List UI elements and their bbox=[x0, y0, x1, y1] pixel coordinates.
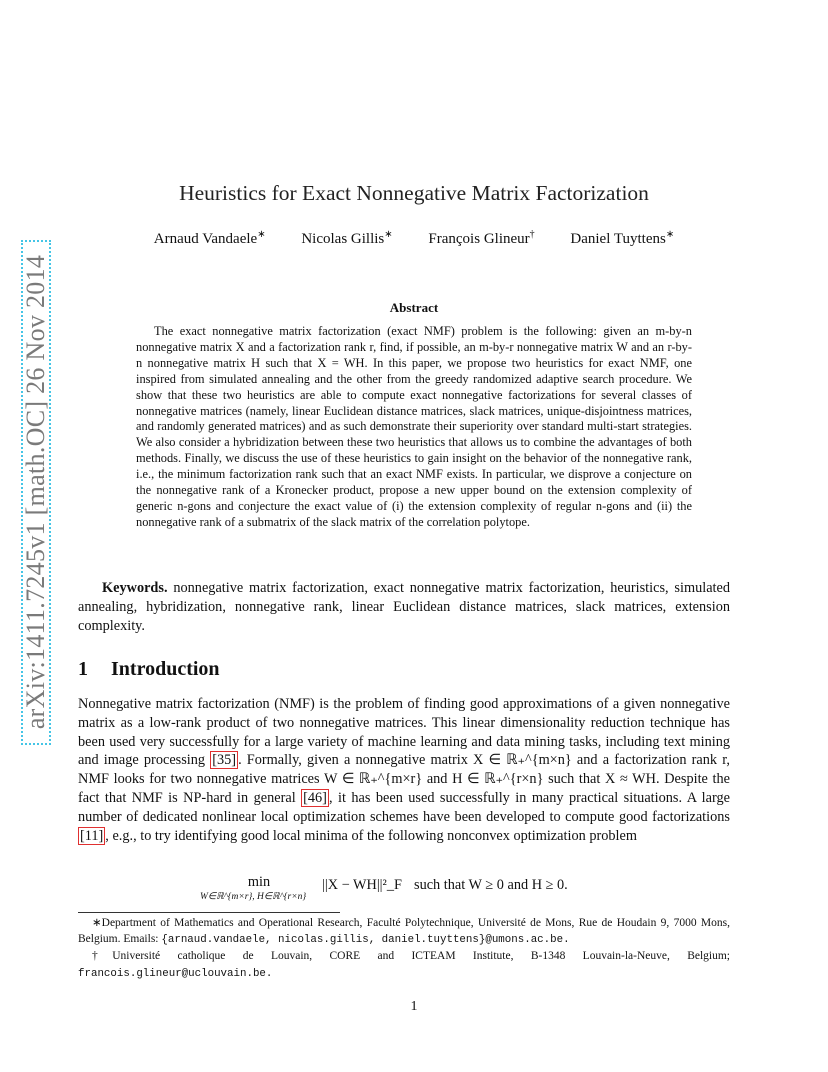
equation-min: min bbox=[247, 874, 271, 890]
keywords-paragraph bbox=[78, 579, 730, 636]
author-2: Nicolas Gillis∗ bbox=[301, 229, 393, 247]
equation-subscript: W∈ℝ^{m×r}, H∈ℝ^{r×n} bbox=[200, 892, 307, 902]
section-number: 1 bbox=[78, 658, 88, 680]
author-4: Daniel Tuyttens∗ bbox=[570, 229, 675, 247]
author-3: François Glineur† bbox=[428, 229, 535, 247]
abstract-text: The exact nonnegative matrix factorization (exact NMF) problem is the following: given an m-by-n nonnegative matrix X and a factorization rank r, find, if possible, an m-by-r nonnegative matrix W and an r-by-n nonnegative matrix H such that X = WH. In this paper, we propose two heuristics for exact NMF, one inspired from simulated annealing and the other from the greedy randomized adaptive search procedure. We show that these two heuristics are able to compute exact nonnegative factorizations for several classes of nonnegative matrices (namely, linear Euclidean distance matrices, slack matrices, unique-disjointness matrices, and randomly generated matrices) and as such demonstrate their superiority over standard multi-start strategies. We also consider a hybridization between these two heuristics that allows us to combine the advantages of both methods. Finally, we discuss the use of these heuristics to gain insight on the behavior of the nonnegative rank, i.e., the minimum factorization rank such that an exact NMF exists. In particular, we disprove a conjecture on the nonnegative rank of a Kronecker product, propose a new upper bound on the extension complexity of generic n-gons and conjecture the exact value of (i) the extension complexity of regular n-gons and (ii) the nonnegative rank of a submatrix of the slack matrix of the correlation polytope. bbox=[136, 324, 692, 529]
citation-link[interactable]: [11] bbox=[80, 827, 104, 844]
footnote-2-email: francois.glineur@uclouvain.be. bbox=[78, 967, 273, 980]
section-title: Introduction bbox=[111, 658, 220, 680]
intro-paragraph: Nonnegative matrix factorization (NMF) is the problem of finding good approximations of a given nonnegative matrix as a low-rank product of two nonnegative matrices. This linear dimensionality reduction technique has been used very successfully for a large variety of machine learning and data mining tasks, including text mining and image processing [35] . Formally, given a nonnegative matrix X ∈ ℝ₊^{m×n} and a factorization rank r, NMF looks for two nonnegative matrices W ∈ ℝ₊^{m×r} and H ∈ ℝ₊^{r×n} such that X ≈ WH. Despite the fact that NMF is NP-hard in general [46] , it has been used successfully in many practical situations. A large number of dedicated nonlinear local optimization schemes have been developed to compute good factorizations [11] , e.g., to try identifying good local minima of the following nonconvex optimization problem bbox=[78, 696, 730, 844]
author-1: Arnaud Vandaele∗ bbox=[153, 229, 266, 247]
footnote-2: †Université catholique de Louvain, CORE and ICTEAM Institute, B-1348 Louvain-la-Neuve, Belgium; francois.glineur@uclouvain.be. bbox=[78, 950, 730, 980]
footnote-1-email: {arnaud.vandaele, nicolas.gillis, daniel.tuyttens}@umons.ac.be. bbox=[161, 934, 570, 947]
section-heading bbox=[78, 658, 220, 681]
footnote-1: ∗Department of Mathematics and Operational Research, Faculté Polytechnique, Université de Mons, Rue de Houdain 9, 7000 Mons, Belgium. Emails: {arnaud.vandaele, nicolas.gillis, daniel.tuyttens}@umons.ac.be. bbox=[78, 917, 730, 947]
citation-link[interactable]: [35] bbox=[212, 752, 237, 769]
footnotes bbox=[78, 915, 730, 982]
abstract-heading: Abstract bbox=[389, 300, 439, 315]
keywords-text: nonnegative matrix factorization, exact nonnegative matrix factorization, heuristics, simulated annealing, hybridization, nonnegative rank, linear Euclidean distance matrices, slack matrices, extension complexity. bbox=[78, 580, 731, 634]
footnote-rule bbox=[78, 912, 340, 913]
arxiv-stamp-text: arXiv:1411.7245v1 [math.OC] 26 Nov 2014 bbox=[21, 254, 50, 730]
paper-title: Heuristics for Exact Nonnegative Matrix Factorization bbox=[179, 181, 649, 205]
equation-constraint: such that W ≥ 0 and H ≥ 0. bbox=[414, 877, 568, 893]
equation-objective: ||X − WH||²_F bbox=[322, 877, 402, 893]
author-list bbox=[0, 229, 828, 248]
citation-link[interactable]: [46] bbox=[303, 789, 327, 806]
keywords-label: Keywords. bbox=[102, 580, 168, 596]
page-number: 1 bbox=[410, 999, 418, 1014]
